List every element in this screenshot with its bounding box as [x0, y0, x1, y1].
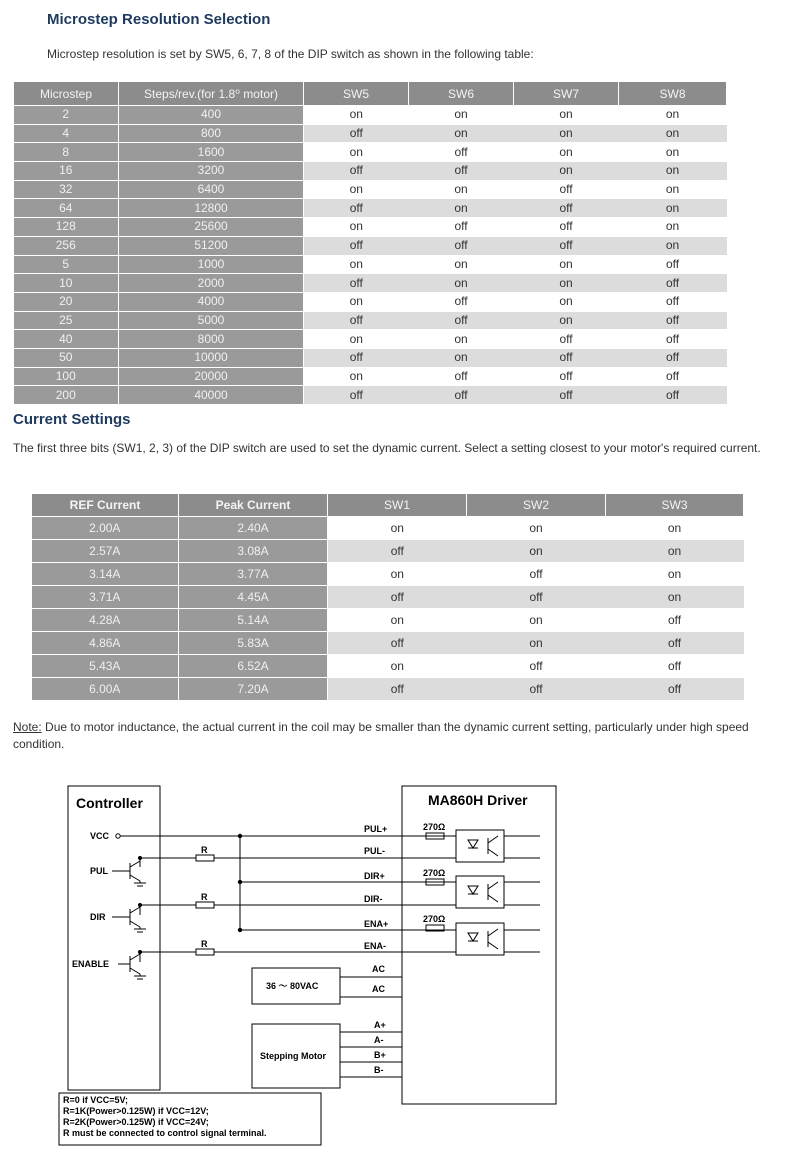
table-cell: off	[304, 199, 409, 218]
vcc-label: VCC	[90, 831, 110, 841]
table-cell: 800	[119, 124, 304, 143]
table-cell: 1600	[119, 143, 304, 162]
table-cell: off	[619, 255, 727, 274]
table-cell: off	[304, 274, 409, 293]
table-cell: on	[619, 124, 727, 143]
table-row	[14, 162, 727, 181]
table-cell: off	[619, 386, 727, 405]
table-cell: on	[328, 563, 467, 586]
table-cell: off	[409, 311, 514, 330]
table-cell: on	[606, 586, 744, 609]
table-cell: on	[514, 292, 619, 311]
table-cell: off	[304, 124, 409, 143]
table-cell: off	[619, 274, 727, 293]
table-cell: off	[514, 236, 619, 255]
note-line-3: R=2K(Power>0.125W) if VCC=24V;	[63, 1117, 209, 1127]
table-cell: on	[514, 143, 619, 162]
current-intro: The first three bits (SW1, 2, 3) of the DIP switch are used to set the dynamic current. Select a setting closest to your motor's required current.	[13, 441, 761, 455]
table-cell: 200	[14, 386, 119, 405]
table-cell: off	[514, 199, 619, 218]
table-cell: 10	[14, 274, 119, 293]
table-cell: on	[514, 106, 619, 125]
a-minus-label: A-	[374, 1035, 384, 1045]
table-cell: on	[619, 162, 727, 181]
table-row	[14, 236, 727, 255]
resistor-dir-label: R	[201, 892, 208, 902]
wiring-diagram	[0, 770, 801, 1150]
table-cell: on	[514, 255, 619, 274]
table-cell: off	[304, 348, 409, 367]
table-row	[14, 367, 727, 386]
column-header: SW1	[328, 494, 467, 517]
table-cell: 20	[14, 292, 119, 311]
table-cell: off	[409, 218, 514, 237]
table-cell: 16	[14, 162, 119, 181]
table-row	[14, 143, 727, 162]
table-cell: on	[409, 199, 514, 218]
table-cell: off	[328, 632, 467, 655]
table-cell: 50	[14, 348, 119, 367]
table-cell: on	[409, 255, 514, 274]
table-cell: on	[409, 124, 514, 143]
table-cell: 40000	[119, 386, 304, 405]
column-header: Peak Current	[179, 494, 328, 517]
current-title: Current Settings	[13, 411, 131, 428]
table-cell: off	[304, 236, 409, 255]
table-cell: off	[514, 180, 619, 199]
table-cell: 25	[14, 311, 119, 330]
column-header: REF Current	[32, 494, 179, 517]
table-cell: 4.45A	[179, 586, 328, 609]
table-cell: off	[328, 540, 467, 563]
table-cell: off	[304, 162, 409, 181]
ena-minus-label: ENA-	[364, 941, 386, 951]
microstep-body	[14, 106, 727, 405]
table-cell: off	[606, 655, 744, 678]
table-row	[14, 330, 727, 349]
table-row	[14, 292, 727, 311]
ac-label-1: AC	[372, 964, 385, 974]
column-header: Microstep	[14, 82, 119, 106]
b-plus-label: B+	[374, 1050, 386, 1060]
table-cell: on	[304, 367, 409, 386]
table-cell: on	[619, 236, 727, 255]
table-row	[32, 609, 744, 632]
table-cell: on	[409, 348, 514, 367]
ohm-label-1: 270Ω	[423, 822, 446, 832]
table-cell: 2.57A	[32, 540, 179, 563]
table-cell: 3.14A	[32, 563, 179, 586]
table-cell: 5.14A	[179, 609, 328, 632]
table-cell: on	[328, 655, 467, 678]
table-cell: off	[304, 386, 409, 405]
motor-label: Stepping Motor	[260, 1051, 326, 1061]
table-cell: on	[514, 124, 619, 143]
table-row	[32, 540, 744, 563]
microstep-title: Microstep Resolution Selection	[47, 11, 271, 28]
table-cell: 3200	[119, 162, 304, 181]
current-table	[31, 493, 744, 701]
table-cell: on	[467, 517, 606, 540]
table-cell: 4	[14, 124, 119, 143]
table-cell: on	[304, 143, 409, 162]
table-row	[32, 678, 744, 701]
table-cell: on	[409, 180, 514, 199]
column-header: SW7	[514, 82, 619, 106]
ohm-label-2: 270Ω	[423, 868, 446, 878]
table-cell: off	[409, 292, 514, 311]
table-cell: 2.40A	[179, 517, 328, 540]
table-cell: off	[328, 678, 467, 701]
table-cell: 20000	[119, 367, 304, 386]
table-cell: off	[619, 330, 727, 349]
table-row	[14, 106, 727, 125]
table-row	[32, 632, 744, 655]
driver-label: MA860H Driver	[428, 792, 528, 808]
microstep-table	[13, 81, 727, 405]
controller-label: Controller	[76, 795, 143, 811]
column-header: SW2	[467, 494, 606, 517]
table-cell: on	[514, 162, 619, 181]
table-cell: 6.52A	[179, 655, 328, 678]
table-row	[14, 180, 727, 199]
table-cell: 4.86A	[32, 632, 179, 655]
table-cell: off	[514, 367, 619, 386]
table-cell: 40	[14, 330, 119, 349]
table-cell: on	[304, 255, 409, 274]
table-cell: 6400	[119, 180, 304, 199]
table-cell: 8	[14, 143, 119, 162]
table-cell: 5000	[119, 311, 304, 330]
b-minus-label: B-	[374, 1065, 384, 1075]
table-cell: on	[328, 609, 467, 632]
table-cell: off	[514, 348, 619, 367]
table-cell: 2	[14, 106, 119, 125]
table-row	[14, 274, 727, 293]
power-label: 36 ～ 80VAC	[266, 981, 319, 991]
table-row	[14, 255, 727, 274]
table-cell: on	[409, 274, 514, 293]
table-cell: off	[619, 311, 727, 330]
table-row	[32, 517, 744, 540]
table-cell: on	[304, 180, 409, 199]
pul-label: PUL	[90, 866, 108, 876]
pul-minus-label: PUL-	[364, 846, 385, 856]
column-header: SW3	[606, 494, 744, 517]
table-cell: 10000	[119, 348, 304, 367]
column-header: SW5	[304, 82, 409, 106]
table-row	[32, 586, 744, 609]
table-cell: 25600	[119, 218, 304, 237]
current-body	[32, 517, 744, 701]
table-cell: 7.20A	[179, 678, 328, 701]
table-cell: 400	[119, 106, 304, 125]
dir-minus-label: DIR-	[364, 894, 383, 904]
table-cell: off	[409, 236, 514, 255]
table-cell: off	[514, 218, 619, 237]
table-cell: off	[467, 655, 606, 678]
table-cell: 51200	[119, 236, 304, 255]
table-cell: on	[619, 218, 727, 237]
table-cell: off	[304, 311, 409, 330]
dir-plus-label: DIR+	[364, 871, 385, 881]
table-cell: off	[514, 386, 619, 405]
table-row	[14, 124, 727, 143]
table-row	[14, 218, 727, 237]
table-row	[32, 563, 744, 586]
table-cell: off	[409, 367, 514, 386]
table-cell: on	[467, 540, 606, 563]
table-cell: 5	[14, 255, 119, 274]
table-cell: on	[514, 274, 619, 293]
table-cell: on	[467, 609, 606, 632]
table-cell: on	[304, 330, 409, 349]
note-label: Note:	[13, 720, 42, 734]
dir-label: DIR	[90, 912, 106, 922]
table-cell: on	[619, 180, 727, 199]
ac-label-2: AC	[372, 984, 385, 994]
enable-label: ENABLE	[72, 959, 110, 969]
current-note	[13, 719, 773, 753]
table-cell: on	[514, 311, 619, 330]
table-cell: 5.83A	[179, 632, 328, 655]
table-cell: off	[409, 386, 514, 405]
microstep-intro: Microstep resolution is set by SW5, 6, 7, 8 of the DIP switch as shown in the following table:	[47, 47, 534, 61]
table-cell: on	[304, 292, 409, 311]
table-cell: 64	[14, 199, 119, 218]
note-line-2: R=1K(Power>0.125W) if VCC=12V;	[63, 1106, 209, 1116]
table-cell: 128	[14, 218, 119, 237]
table-cell: on	[409, 106, 514, 125]
table-cell: off	[606, 609, 744, 632]
pul-plus-label: PUL+	[364, 824, 388, 834]
table-row	[32, 655, 744, 678]
table-cell: 8000	[119, 330, 304, 349]
table-cell: 32	[14, 180, 119, 199]
table-cell: off	[467, 678, 606, 701]
table-row	[14, 311, 727, 330]
table-cell: on	[409, 330, 514, 349]
column-header: SW8	[619, 82, 727, 106]
ohm-label-3: 270Ω	[423, 914, 446, 924]
table-cell: 3.77A	[179, 563, 328, 586]
table-cell: 6.00A	[32, 678, 179, 701]
note-line-1: R=0 if VCC=5V;	[63, 1095, 129, 1105]
current-header-row	[32, 494, 744, 517]
table-cell: off	[606, 632, 744, 655]
table-cell: on	[304, 106, 409, 125]
controller-box	[68, 786, 160, 1090]
table-cell: on	[619, 106, 727, 125]
table-cell: 100	[14, 367, 119, 386]
column-header: Steps/rev.(for 1.8⁰ motor)	[119, 82, 304, 106]
table-row	[14, 199, 727, 218]
table-cell: off	[409, 143, 514, 162]
table-cell: 3.08A	[179, 540, 328, 563]
a-plus-label: A+	[374, 1020, 386, 1030]
resistor-ena-label: R	[201, 939, 208, 949]
table-cell: 4.28A	[32, 609, 179, 632]
table-cell: off	[619, 367, 727, 386]
table-cell: on	[328, 517, 467, 540]
table-cell: on	[606, 563, 744, 586]
table-cell: on	[619, 143, 727, 162]
table-cell: off	[467, 586, 606, 609]
table-row	[14, 348, 727, 367]
table-cell: on	[606, 540, 744, 563]
microstep-header-row	[14, 82, 727, 106]
table-cell: on	[467, 632, 606, 655]
table-cell: on	[304, 218, 409, 237]
ena-plus-label: ENA+	[364, 919, 389, 929]
table-cell: 4000	[119, 292, 304, 311]
table-cell: 2.00A	[32, 517, 179, 540]
table-cell: 12800	[119, 199, 304, 218]
note-text: Due to motor inductance, the actual current in the coil may be smaller than the dynamic current setting, particularly under high speed condition.	[13, 720, 749, 751]
column-header: SW6	[409, 82, 514, 106]
table-cell: off	[619, 348, 727, 367]
table-cell: 256	[14, 236, 119, 255]
table-cell: 3.71A	[32, 586, 179, 609]
table-cell: off	[467, 563, 606, 586]
table-cell: on	[606, 517, 744, 540]
table-cell: off	[514, 330, 619, 349]
table-cell: 5.43A	[32, 655, 179, 678]
table-cell: off	[619, 292, 727, 311]
table-row	[14, 386, 727, 405]
table-cell: off	[606, 678, 744, 701]
note-line-4: R must be connected to control signal terminal.	[63, 1128, 267, 1138]
table-cell: off	[328, 586, 467, 609]
table-cell: 1000	[119, 255, 304, 274]
table-cell: 2000	[119, 274, 304, 293]
resistor-pul-label: R	[201, 845, 208, 855]
table-cell: on	[619, 199, 727, 218]
table-cell: off	[409, 162, 514, 181]
